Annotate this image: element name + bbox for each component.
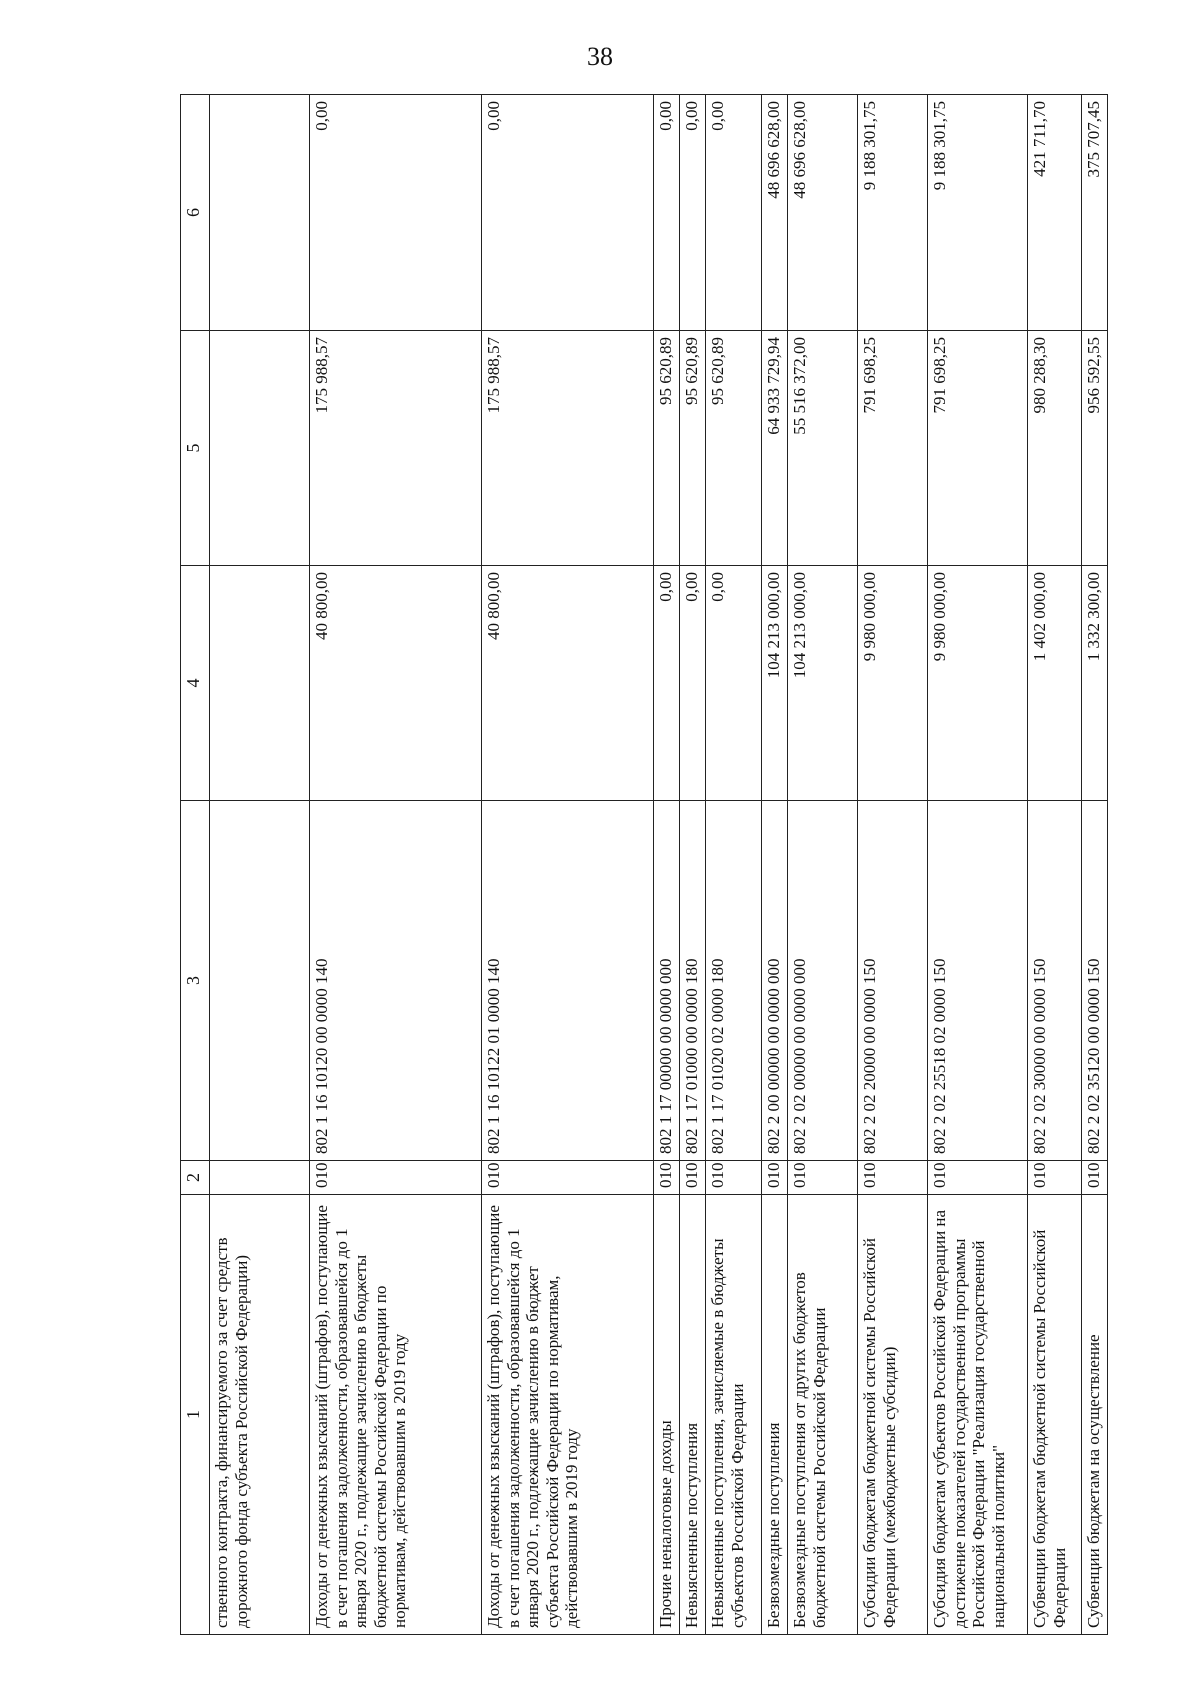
amount-rest-cell: 9 188 301,75 <box>858 95 928 331</box>
table-row <box>706 95 762 1635</box>
table-row <box>788 95 858 1635</box>
kbk-cell: 802 2 02 35120 00 0000 150 <box>1082 801 1108 1161</box>
table-row <box>1028 95 1082 1635</box>
table-row <box>482 95 654 1635</box>
code-cell: 010 <box>858 1161 928 1195</box>
amount-plan-cell: 40 800,00 <box>310 566 482 801</box>
table-row <box>310 95 482 1635</box>
amount-plan-cell <box>210 566 310 801</box>
kbk-cell <box>210 801 310 1161</box>
header-cell: 4 <box>181 566 210 801</box>
table-row <box>858 95 928 1635</box>
table-row <box>210 95 310 1635</box>
amount-fact-cell: 791 698,25 <box>928 331 1028 566</box>
name-cell: Доходы от денежных взысканий (штрафов), поступающие в счет погашения задолженности, образовавшейся до 1 января 2020 г., подлежащие зачислению в бюджеты бюджетной системы Российской Федерации по нормативам, действовавшим в 2019 году <box>310 1195 482 1635</box>
name-cell: Субсидии бюджетам бюджетной системы Российской Федерации (межбюджетные субсидии) <box>858 1195 928 1635</box>
name-cell: ственного контракта, финансируемого за счет средств дорожного фонда субъекта Российской Федерации) <box>210 1195 310 1635</box>
name-cell: Невыясненные поступления <box>680 1195 706 1635</box>
amount-rest-cell: 421 711,70 <box>1028 95 1082 331</box>
header-cell: 2 <box>181 1161 210 1195</box>
amount-fact-cell: 956 592,55 <box>1082 331 1108 566</box>
code-cell <box>210 1161 310 1195</box>
code-cell: 010 <box>762 1161 788 1195</box>
kbk-cell: 802 1 17 00000 00 0000 000 <box>654 801 680 1161</box>
code-cell: 010 <box>1028 1161 1082 1195</box>
code-cell: 010 <box>706 1161 762 1195</box>
code-cell: 010 <box>310 1161 482 1195</box>
table-row <box>654 95 680 1635</box>
kbk-cell: 802 2 02 00000 00 0000 000 <box>788 801 858 1161</box>
page-number: 38 <box>587 42 613 71</box>
header-cell: 6 <box>181 95 210 331</box>
amount-rest-cell: 0,00 <box>654 95 680 331</box>
amount-fact-cell: 791 698,25 <box>858 331 928 566</box>
amount-fact-cell: 95 620,89 <box>680 331 706 566</box>
name-cell: Невыясненные поступления, зачисляемые в бюджеты субъектов Российской Федерации <box>706 1195 762 1635</box>
amount-plan-cell: 40 800,00 <box>482 566 654 801</box>
amount-rest-cell: 375 707,45 <box>1082 95 1108 331</box>
amount-rest-cell: 0,00 <box>310 95 482 331</box>
amount-rest-cell: 9 188 301,75 <box>928 95 1028 331</box>
table-row <box>1082 95 1108 1635</box>
header-cell: 5 <box>181 331 210 566</box>
amount-plan-cell: 0,00 <box>680 566 706 801</box>
code-cell: 010 <box>680 1161 706 1195</box>
name-cell: Субвенции бюджетам на осуществление <box>1082 1195 1108 1635</box>
amount-plan-cell: 1 402 000,00 <box>1028 566 1082 801</box>
table-row <box>680 95 706 1635</box>
name-cell: Безвозмездные поступления от других бюджетов бюджетной системы Российской Федерации <box>788 1195 858 1635</box>
amount-fact-cell: 175 988,57 <box>482 331 654 566</box>
kbk-cell: 802 1 17 01000 00 0000 180 <box>680 801 706 1161</box>
header-cell: 1 <box>181 1195 210 1635</box>
amount-fact-cell: 95 620,89 <box>706 331 762 566</box>
rotated-table-frame <box>180 95 1105 1635</box>
amount-fact-cell: 95 620,89 <box>654 331 680 566</box>
name-cell: Субвенции бюджетам бюджетной системы Российской Федерации <box>1028 1195 1082 1635</box>
code-cell: 010 <box>482 1161 654 1195</box>
code-cell: 010 <box>1082 1161 1108 1195</box>
amount-fact-cell: 64 933 729,94 <box>762 331 788 566</box>
table-header-row <box>181 95 210 1635</box>
amount-fact-cell <box>210 331 310 566</box>
kbk-cell: 802 2 02 20000 00 0000 150 <box>858 801 928 1161</box>
amount-rest-cell: 48 696 628,00 <box>762 95 788 331</box>
amount-rest-cell: 0,00 <box>706 95 762 331</box>
amount-plan-cell: 104 213 000,00 <box>762 566 788 801</box>
kbk-cell: 802 1 17 01020 02 0000 180 <box>706 801 762 1161</box>
kbk-cell: 802 2 00 00000 00 0000 000 <box>762 801 788 1161</box>
name-cell: Прочие неналоговые доходы <box>654 1195 680 1635</box>
amount-fact-cell: 55 516 372,00 <box>788 331 858 566</box>
code-cell: 010 <box>654 1161 680 1195</box>
amount-rest-cell: 48 696 628,00 <box>788 95 858 331</box>
amount-plan-cell: 1 332 300,00 <box>1082 566 1108 801</box>
table-row <box>928 95 1028 1635</box>
name-cell: Субсидия бюджетам субъектов Российской Федерации на достижение показателей государственной программы Российской Федерации "Реализация государственной национальной политики" <box>928 1195 1028 1635</box>
table-container <box>180 95 1200 1628</box>
amount-fact-cell: 980 288,30 <box>1028 331 1082 566</box>
kbk-cell: 802 1 16 10120 00 0000 140 <box>310 801 482 1161</box>
code-cell: 010 <box>928 1161 1028 1195</box>
amount-plan-cell: 104 213 000,00 <box>788 566 858 801</box>
code-cell: 010 <box>788 1161 858 1195</box>
header-cell: 3 <box>181 801 210 1161</box>
table-row <box>762 95 788 1635</box>
amount-rest-cell: 0,00 <box>680 95 706 331</box>
amount-plan-cell: 9 980 000,00 <box>858 566 928 801</box>
amount-plan-cell: 0,00 <box>706 566 762 801</box>
budget-table <box>180 94 1108 1635</box>
name-cell: Безвозмездные поступления <box>762 1195 788 1635</box>
amount-plan-cell: 9 980 000,00 <box>928 566 1028 801</box>
kbk-cell: 802 2 02 25518 02 0000 150 <box>928 801 1028 1161</box>
amount-fact-cell: 175 988,57 <box>310 331 482 566</box>
name-cell: Доходы от денежных взысканий (штрафов), поступающие в счет погашения задолженности, образовавшейся до 1 января 2020 г., подлежащие зачислению в бюджет субъекта Российской Федерации по нормативам, действовавшим в 2019 году <box>482 1195 654 1635</box>
kbk-cell: 802 2 02 30000 00 0000 150 <box>1028 801 1082 1161</box>
amount-rest-cell <box>210 95 310 331</box>
amount-plan-cell: 0,00 <box>654 566 680 801</box>
kbk-cell: 802 1 16 10122 01 0000 140 <box>482 801 654 1161</box>
amount-rest-cell: 0,00 <box>482 95 654 331</box>
